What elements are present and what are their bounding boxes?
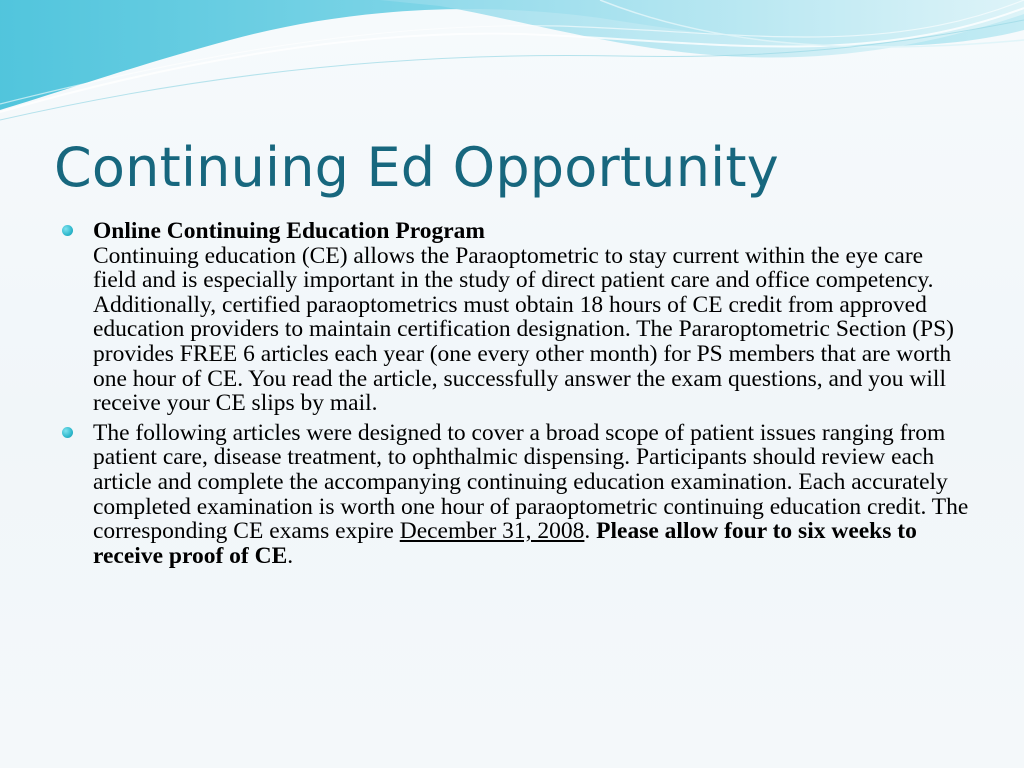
separator-text: . xyxy=(584,518,597,545)
bullet-list xyxy=(60,219,972,573)
bullet-heading: Online Continuing Education Program xyxy=(93,218,485,244)
slide-title: Continuing Ed Opportunity xyxy=(54,136,779,199)
bullet-body: The following articles were designed to cover a broad scope of patient issues ranging from patient care, disease treatment, to ophthalmic dispensing. Participants should review each article and complete the accompanying continuing education examination. Each accurately completed examination is worth one hour of paraoptometric continuing education credit. The corresponding CE exams expire xyxy=(93,419,969,545)
circle-bullet-icon xyxy=(62,427,73,438)
bullet-body: Continuing education (CE) allows the Paraoptometric to stay current within the eye care field and is especially important in the study of direct patient care and office competency. Additionally, certified paraoptometrics must obtain 18 hours of CE credit from approved education providers to maintain certification designation. The Pararoptometric Section (PS) provides FREE 6 articles each year (one every other month) for PS members that are worth one hour of CE. You read the article, successfully answer the exam questions, and you will receive your CE slips by mail. xyxy=(93,242,954,417)
emphasis-text: Please allow four to six weeks to receive proof of CE xyxy=(93,518,917,569)
bullet-item-program xyxy=(60,219,972,416)
end-punctuation: . xyxy=(287,542,294,569)
wave-decoration xyxy=(0,0,1024,130)
expiry-date: December 31, 2008 xyxy=(399,518,585,545)
wave-band-light xyxy=(380,0,1024,58)
circle-bullet-icon xyxy=(62,225,73,236)
bullet-item-articles xyxy=(60,421,972,569)
